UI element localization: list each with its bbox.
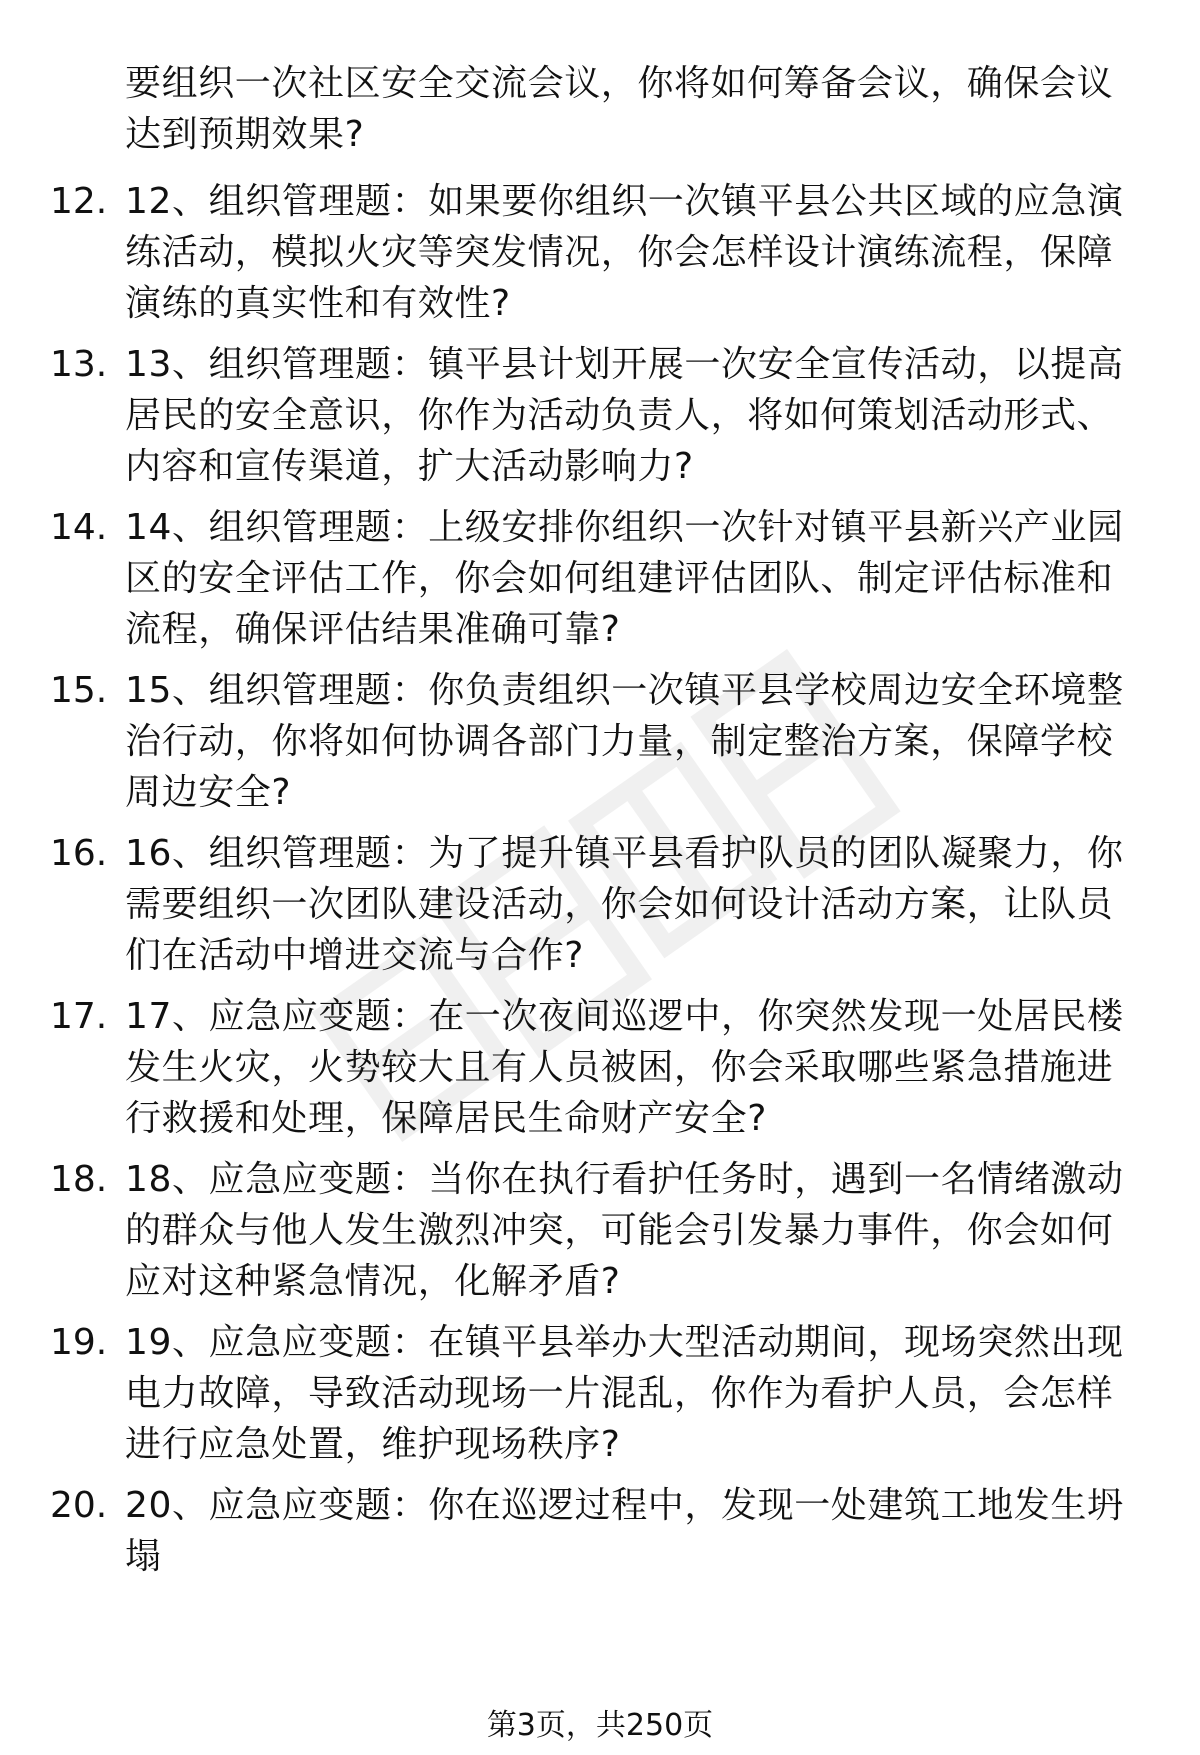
page-footer: 第3页，共250页 [486,1708,714,1743]
question-text: 13、组织管理题：镇平县计划开展一次安全宣传活动，以提高居民的安全意识，你作为活动负责人，将如何策划活动形式、内容和宣传渠道，扩大活动影响力? [125,344,1124,487]
question-text: 16、组织管理题：为了提升镇平县看护队员的团队凝聚力，你需要组织一次团队建设活动，你会如何设计活动方案，让队员们在活动中增进交流与合作? [125,833,1124,976]
question-text: 17、应急应变题：在一次夜间巡逻中，你突然发现一处居民楼发生火灾，火势较大且有人员被困，你会采取哪些紧急措施进行救援和处理，保障居民生命财产安全? [125,996,1124,1139]
question-text: 12、组织管理题：如果要你组织一次镇平县公共区域的应急演练活动，模拟火灾等突发情况，你会怎样设计演练流程，保障演练的真实性和有效性? [125,181,1124,324]
question-text: 19、应急应变题：在镇平县举办大型活动期间，现场突然出现电力故障，导致活动现场一片混乱，你作为看护人员，会怎样进行应急处置，维护现场秩序? [125,1322,1124,1465]
question-number: 16. [50,833,108,874]
question-number: 12. [50,181,108,222]
question-number: 20. [50,1485,108,1526]
continuation-paragraph: 要组织一次社区安全交流会议，你将如何筹备会议，确保会议达到预期效果? [125,63,1114,155]
question-number: 14. [50,507,108,548]
question-number: 19. [50,1322,108,1363]
question-number: 15. [50,670,108,711]
question-number: 17. [50,996,108,1037]
question-text: 14、组织管理题：上级安排你组织一次针对镇平县新兴产业园区的安全评估工作，你会如何组建评估团队、制定评估标准和流程，确保评估结果准确可靠? [125,507,1124,650]
question-number: 18. [50,1159,108,1200]
question-text: 18、应急应变题：当你在执行看护任务时，遇到一名情绪激动的群众与他人发生激烈冲突，可能会引发暴力事件，你会如何应对这种紧急情况，化解矛盾? [125,1159,1124,1302]
question-number: 13. [50,344,108,385]
question-text: 15、组织管理题：你负责组织一次镇平县学校周边安全环境整治行动，你将如何协调各部门力量，制定整治方案，保障学校周边安全? [125,670,1124,813]
question-text: 20、应急应变题：你在巡逻过程中，发现一处建筑工地发生坍塌 [125,1485,1124,1577]
